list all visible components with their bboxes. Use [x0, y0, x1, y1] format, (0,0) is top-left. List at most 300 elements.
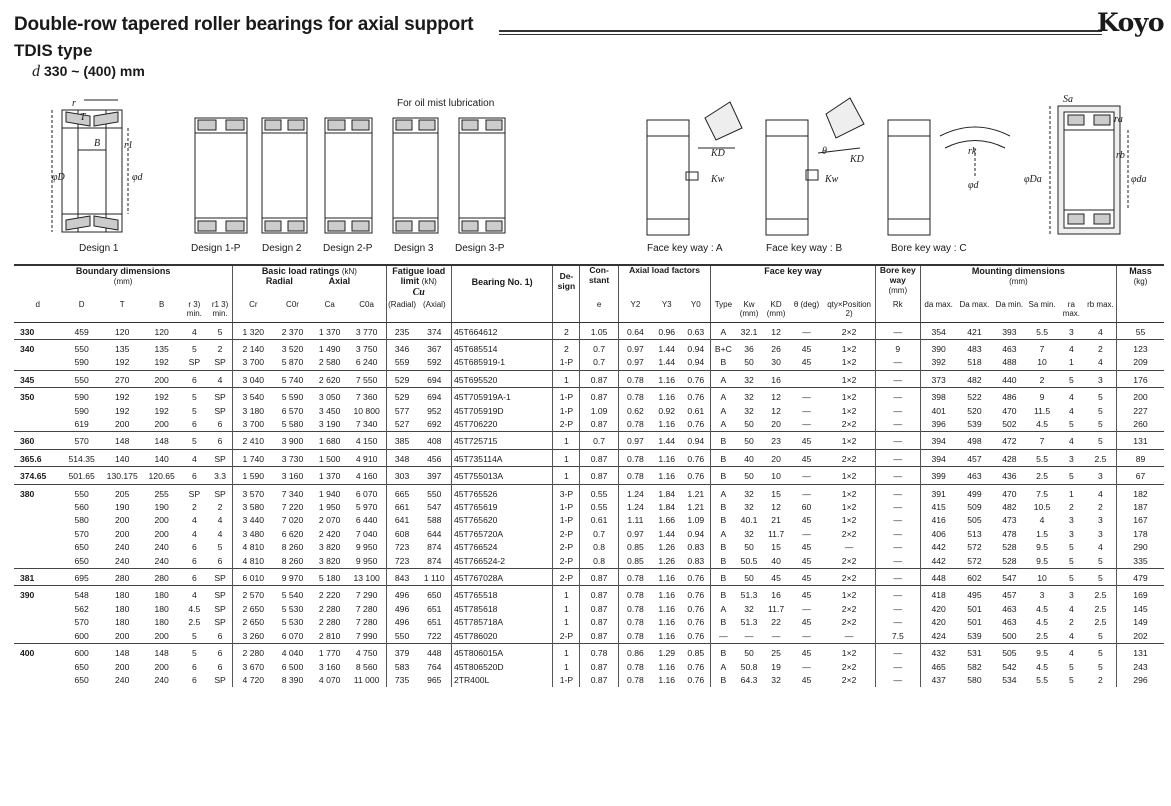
table-cell: 200: [115, 630, 130, 641]
table-cell: 2: [191, 502, 197, 513]
type-subtitle: TDIS type: [14, 41, 93, 60]
table-cell: 200: [1116, 388, 1164, 405]
table-cell: 4 810: [233, 555, 274, 569]
table-cell: A: [711, 528, 736, 541]
table-cell: B: [711, 586, 736, 603]
table-cell: 0.83: [687, 555, 705, 566]
table-cell: 3 570: [233, 484, 274, 501]
bore-diameter: 340: [14, 339, 61, 356]
table-cell: 7 340: [273, 484, 311, 501]
table-cell: 600: [74, 630, 89, 641]
table-cell: 22: [771, 617, 781, 628]
caption-design-1: Design 1: [79, 243, 119, 254]
table-cell: 32: [744, 603, 754, 614]
bearing-number: 45T685514: [451, 339, 552, 356]
table-cell: 0.78: [618, 449, 652, 466]
table-cell: 255: [143, 484, 181, 501]
bearing-no-header: Bearing No. 1): [451, 265, 552, 298]
cu-label: Cu: [412, 286, 425, 298]
table-cell: 5 540: [273, 586, 311, 603]
table-cell: —: [875, 514, 920, 527]
table-cell: 2 620: [312, 370, 348, 387]
table-cell: 5 580: [281, 419, 304, 429]
table-cell: 723: [386, 555, 418, 569]
table-cell: 0.7: [580, 339, 618, 356]
table-row: [14, 449, 1164, 466]
table-cell: 10: [1026, 569, 1058, 586]
table-cell: 661: [386, 501, 418, 514]
table-cell: 4: [191, 515, 197, 526]
table-cell: 722: [427, 630, 442, 641]
table-cell: 0.78: [618, 467, 652, 484]
table-cell: 4: [1098, 542, 1103, 553]
table-cell: —: [790, 467, 824, 484]
table-cell: 440: [992, 370, 1026, 387]
table-cell: 1.26: [658, 555, 676, 566]
table-cell: 240: [154, 674, 169, 685]
table-cell: 496: [386, 603, 418, 616]
table-cell: 1.16: [658, 419, 676, 429]
table-cell: 5: [1058, 569, 1085, 586]
table-cell: 8 260: [281, 555, 304, 566]
table-cell: 45: [790, 644, 824, 661]
table-cell: —: [771, 630, 781, 641]
table-row: [14, 541, 1164, 554]
table-cell: A: [711, 370, 736, 387]
table-cell: 550: [61, 370, 102, 387]
table-cell: 4.5: [1036, 661, 1049, 672]
table-cell: 4.5: [1036, 419, 1049, 429]
table-cell: 531: [956, 644, 992, 661]
caption-design-2p: Design 2-P: [323, 243, 373, 254]
table-cell: 496: [386, 616, 418, 629]
table-cell: 0.78: [618, 388, 652, 405]
table-cell: 148: [102, 644, 143, 661]
table-cell: 392: [920, 356, 956, 370]
table-cell: 202: [1116, 630, 1164, 644]
label-KD-a: KD: [711, 148, 725, 159]
table-cell: 590: [61, 388, 102, 405]
bearing-number: 45T685919-1: [451, 356, 552, 370]
table-cell: 1×2: [823, 339, 875, 356]
bearing-number: 45T664612: [451, 322, 552, 339]
table-cell: 21: [771, 515, 781, 526]
table-cell: —: [875, 405, 920, 418]
table-cell: 200: [143, 370, 181, 387]
mass-label: Mass: [1129, 266, 1152, 276]
table-cell: 5 590: [273, 388, 311, 405]
table-cell: 641: [386, 514, 418, 527]
table-cell: 0.87: [580, 467, 618, 484]
table-cell: 528: [1002, 542, 1017, 553]
table-cell: 200: [115, 419, 130, 429]
page-title: Double-row tapered roller bearings for axial support: [14, 14, 474, 35]
column-header: Ca: [312, 298, 348, 322]
bore-diameter: [14, 356, 61, 370]
axial-factors-header: Axial load factors: [618, 265, 710, 298]
table-cell: 588: [427, 515, 442, 526]
table-cell: 501: [967, 617, 982, 628]
table-cell: 5: [217, 542, 223, 553]
bearing-number: 2TR400L: [451, 674, 552, 687]
table-cell: 32: [744, 502, 754, 513]
table-cell: 16: [763, 370, 790, 387]
table-cell: 2×2: [841, 617, 857, 628]
table-cell: 0.87: [580, 586, 618, 603]
table-cell: 1: [553, 661, 580, 674]
table-cell: 6 070: [348, 484, 386, 501]
column-header: KD (mm): [763, 298, 790, 322]
table-cell: 2.5: [1094, 617, 1107, 628]
table-cell: SP: [208, 569, 233, 586]
table-cell: 180: [115, 603, 130, 614]
table-row: [14, 432, 1164, 449]
table-cell: 32.1: [736, 322, 763, 339]
table-cell: 470: [1002, 405, 1017, 416]
table-row: [14, 322, 1164, 339]
table-cell: 32: [771, 674, 781, 685]
table-cell: A: [711, 603, 736, 616]
boundary-label: Boundary dimensions: [75, 266, 171, 276]
table-cell: —: [875, 616, 920, 629]
table-cell: 1: [1068, 357, 1074, 368]
label-phiDa: φDa: [1024, 174, 1042, 185]
table-cell: 8 390: [281, 674, 304, 685]
table-cell: 592: [427, 357, 442, 368]
boundary-header: [14, 265, 233, 298]
table-cell: 7 040: [355, 528, 378, 539]
table-cell: 3 450: [318, 405, 341, 416]
table-cell: 723: [386, 541, 418, 554]
table-row: [14, 418, 1164, 432]
table-cell: SP: [214, 405, 226, 416]
table-cell: 2-P: [553, 418, 580, 432]
table-cell: 7: [1026, 339, 1058, 356]
table-cell: 45: [801, 617, 812, 628]
table-cell: 735: [386, 674, 418, 687]
table-cell: 583: [386, 661, 418, 674]
table-cell: 45: [790, 449, 824, 466]
table-cell: 0.97: [618, 432, 652, 449]
table-cell: 3 820: [318, 542, 341, 553]
table-cell: 3 440: [233, 514, 274, 527]
label-r1: r1: [124, 140, 133, 151]
table-cell: —: [802, 528, 811, 539]
table-cell: 0.78: [618, 603, 652, 616]
bore-diameter: 390: [14, 586, 61, 603]
table-cell: 1.24: [618, 501, 652, 514]
table-cell: —: [875, 356, 920, 370]
table-cell: 180: [143, 586, 181, 603]
table-cell: 1: [553, 644, 580, 661]
table-cell: 1.21: [687, 502, 705, 513]
bearing-number: 45T785618: [451, 603, 552, 616]
table-cell: 3 160: [273, 467, 311, 484]
table-cell: 11.5: [1034, 405, 1051, 416]
table-cell: 2 580: [318, 357, 341, 368]
table-cell: 1-P: [553, 405, 580, 418]
table-cell: 190: [154, 502, 169, 513]
constant-header: Con-stant: [580, 265, 618, 298]
table-cell: 200: [154, 528, 169, 539]
table-cell: 0.78: [618, 586, 652, 603]
table-cell: 5: [1085, 644, 1117, 661]
table-cell: 1 370: [312, 467, 348, 484]
mounting-label: Mounting dimensions: [971, 266, 1065, 276]
table-cell: 0.76: [687, 603, 705, 614]
table-cell: 2 220: [312, 586, 348, 603]
table-cell: 4: [217, 528, 223, 539]
basic-load-header: [233, 265, 386, 298]
table-cell: —: [875, 449, 920, 466]
table-cell: 432: [920, 644, 956, 661]
table-cell: 4: [1058, 432, 1085, 449]
table-cell: 0.87: [580, 418, 618, 432]
table-cell: 32: [744, 528, 754, 539]
table-cell: 9.5: [1036, 542, 1049, 553]
caption-design-3: Design 3: [394, 243, 434, 254]
table-cell: 200: [115, 661, 130, 672]
table-cell: 5: [1068, 661, 1074, 672]
table-cell: 562: [74, 603, 89, 614]
column-header: C0r: [273, 298, 311, 322]
label-rk: rk: [968, 146, 977, 157]
table-cell: 45: [790, 586, 824, 603]
table-cell: 457: [956, 449, 992, 466]
table-cell: 167: [1116, 514, 1164, 527]
table-cell: 2 280: [318, 617, 341, 628]
column-header: B: [143, 298, 181, 322]
table-cell: 0.78: [618, 630, 652, 644]
bearing-number: 45T765619: [451, 501, 552, 514]
table-cell: 694: [418, 388, 452, 405]
table-cell: 6 240: [355, 357, 378, 368]
table-cell: 290: [1116, 541, 1164, 554]
bearing-number: 45T766524: [451, 541, 552, 554]
table-cell: —: [875, 467, 920, 484]
table-cell: 240: [115, 542, 130, 553]
column-header: Da max.: [956, 298, 992, 322]
table-cell: 9 950: [355, 542, 378, 553]
table-cell: 764: [427, 661, 442, 672]
table-cell: 843: [386, 569, 418, 586]
table-cell: 2: [553, 322, 580, 339]
table-cell: 651: [427, 603, 442, 614]
range-value: 330 ~ (400) mm: [44, 63, 145, 79]
table-cell: 50: [736, 569, 763, 586]
table-cell: —: [875, 432, 920, 449]
table-cell: 520: [967, 405, 982, 416]
table-cell: 45: [801, 542, 812, 553]
table-cell: 32: [744, 405, 754, 416]
table-cell: 5: [1098, 555, 1103, 566]
label-Sa: Sa: [1063, 94, 1073, 105]
column-header: Y2: [618, 298, 652, 322]
table-cell: 463: [1002, 603, 1017, 614]
table-cell: 0.76: [681, 569, 710, 586]
column-header: T: [102, 298, 143, 322]
table-cell: 1.84: [652, 484, 681, 501]
table-cell: 4: [1085, 322, 1117, 339]
table-cell: 11.7: [768, 528, 785, 539]
table-cell: 5.5: [1026, 322, 1058, 339]
column-header: Cr: [233, 298, 274, 322]
table-cell: 4: [181, 449, 208, 466]
mounting-header: [920, 265, 1116, 298]
table-cell: 1-P: [553, 356, 580, 370]
table-row: [14, 661, 1164, 674]
diagram-drawings: [0, 88, 1171, 260]
table-cell: 2 810: [318, 630, 341, 641]
table-cell: 5: [191, 405, 197, 416]
table-cell: 952: [427, 405, 442, 416]
table-cell: 200: [154, 419, 169, 429]
table-cell: 0.78: [618, 661, 652, 674]
table-cell: 1.11: [618, 514, 652, 527]
table-cell: 580: [967, 674, 982, 685]
table-cell: 500: [1002, 630, 1017, 641]
table-row: [14, 484, 1164, 501]
bore-diameter: 345: [14, 370, 61, 387]
table-cell: 522: [956, 388, 992, 405]
table-cell: 590: [74, 357, 89, 368]
table-cell: 2×2: [823, 569, 875, 586]
table-cell: B: [711, 541, 736, 554]
table-cell: 40: [736, 449, 763, 466]
table-cell: 0.64: [618, 322, 652, 339]
table-cell: 394: [920, 432, 956, 449]
table-cell: —: [802, 630, 811, 641]
table-cell: 542: [1002, 661, 1017, 672]
table-cell: 12: [771, 502, 781, 513]
table-cell: 3: [1058, 322, 1085, 339]
table-cell: 176: [1116, 370, 1164, 387]
table-cell: 169: [1116, 586, 1164, 603]
table-cell: 6: [191, 661, 197, 672]
table-cell: 4: [191, 528, 197, 539]
table-cell: 4: [1058, 644, 1085, 661]
design-2p-diagram: [325, 118, 372, 233]
table-cell: B: [711, 501, 736, 514]
table-cell: 1 500: [312, 449, 348, 466]
table-cell: 51.3: [736, 586, 763, 603]
table-cell: 8 260: [281, 542, 304, 553]
table-cell: —: [875, 484, 920, 501]
table-cell: 463: [992, 339, 1026, 356]
table-cell: 131: [1116, 644, 1164, 661]
table-cell: 482: [1002, 502, 1017, 513]
bearing-number: 45T755013A: [451, 467, 552, 484]
table-cell: 40.1: [740, 515, 758, 526]
table-cell: 644: [427, 528, 442, 539]
table-cell: 5 530: [281, 603, 304, 614]
table-cell: 470: [992, 484, 1026, 501]
table-cell: 5.5: [1036, 674, 1049, 685]
table-cell: 6 070: [281, 630, 304, 641]
table-cell: 3 580: [233, 501, 274, 514]
table-cell: SP: [208, 388, 233, 405]
table-cell: 45: [801, 555, 812, 566]
table-cell: 3: [1098, 515, 1103, 526]
table-cell: 192: [115, 405, 130, 416]
table-cell: 518: [967, 357, 982, 368]
basic-label: Basic load ratings: [261, 266, 340, 276]
table-cell: 1 490: [312, 339, 348, 356]
table-cell: 572: [967, 542, 982, 553]
table-cell: 2.5: [1026, 467, 1058, 484]
table-cell: 1 320: [233, 322, 274, 339]
table-cell: 502: [1002, 419, 1017, 429]
table-cell: 1.09: [580, 405, 618, 418]
table-cell: 10: [1037, 357, 1047, 368]
table-cell: 180: [154, 603, 169, 614]
table-cell: 6 440: [355, 515, 378, 526]
table-cell: 1-P: [553, 514, 580, 527]
table-cell: 1.09: [687, 515, 705, 526]
column-header: D: [61, 298, 102, 322]
table-cell: SP: [188, 357, 201, 368]
bearing-number: 45T765518: [451, 586, 552, 603]
table-cell: 120: [102, 322, 143, 339]
table-cell: 3: [1085, 370, 1117, 387]
table-cell: 0.76: [687, 617, 705, 628]
table-cell: 4: [1068, 630, 1074, 641]
table-cell: 2: [1098, 674, 1103, 685]
design-1-diagram: [52, 100, 128, 232]
table-cell: 1 770: [312, 644, 348, 661]
table-cell: 32: [736, 388, 763, 405]
table-cell: 390: [920, 339, 956, 356]
table-cell: 6: [181, 370, 208, 387]
bearing-table: [14, 264, 1164, 687]
table-cell: 89: [1116, 449, 1164, 466]
table-cell: 16: [763, 586, 790, 603]
table-cell: 1.24: [618, 484, 652, 501]
table-cell: 418: [920, 586, 956, 603]
table-cell: 0.7: [580, 528, 618, 541]
table-cell: 149: [1116, 616, 1164, 629]
table-cell: 23: [763, 432, 790, 449]
table-cell: 7 340: [355, 419, 378, 429]
table-cell: 514.35: [61, 449, 102, 466]
table-cell: 391: [920, 484, 956, 501]
table-cell: 4: [1085, 484, 1117, 501]
table-cell: 0.87: [580, 388, 618, 405]
table-cell: 529: [386, 388, 418, 405]
table-cell: 4: [1068, 405, 1074, 416]
table-cell: 51.3: [740, 617, 758, 628]
table-cell: 1×2: [823, 644, 875, 661]
table-cell: 205: [102, 484, 143, 501]
table-cell: 0.87: [580, 616, 618, 629]
table-cell: 60: [801, 502, 812, 513]
table-cell: 6: [191, 555, 197, 566]
table-cell: 550: [386, 630, 418, 644]
table-cell: 448: [920, 569, 956, 586]
column-header: Kw (mm): [736, 298, 763, 322]
table-cell: B: [711, 432, 736, 449]
caption-design-1p: Design 1-P: [191, 243, 241, 254]
table-cell: 10: [763, 467, 790, 484]
table-cell: B: [711, 555, 736, 569]
table-cell: 1.16: [658, 603, 676, 614]
column-header: Sa min.: [1026, 298, 1058, 322]
table-cell: 560: [74, 502, 89, 513]
table-cell: 2.5: [1085, 449, 1117, 466]
label-rb: rb: [1116, 150, 1125, 161]
table-cell: 12: [763, 388, 790, 405]
bearing-number: 45T766524-2: [451, 555, 552, 569]
